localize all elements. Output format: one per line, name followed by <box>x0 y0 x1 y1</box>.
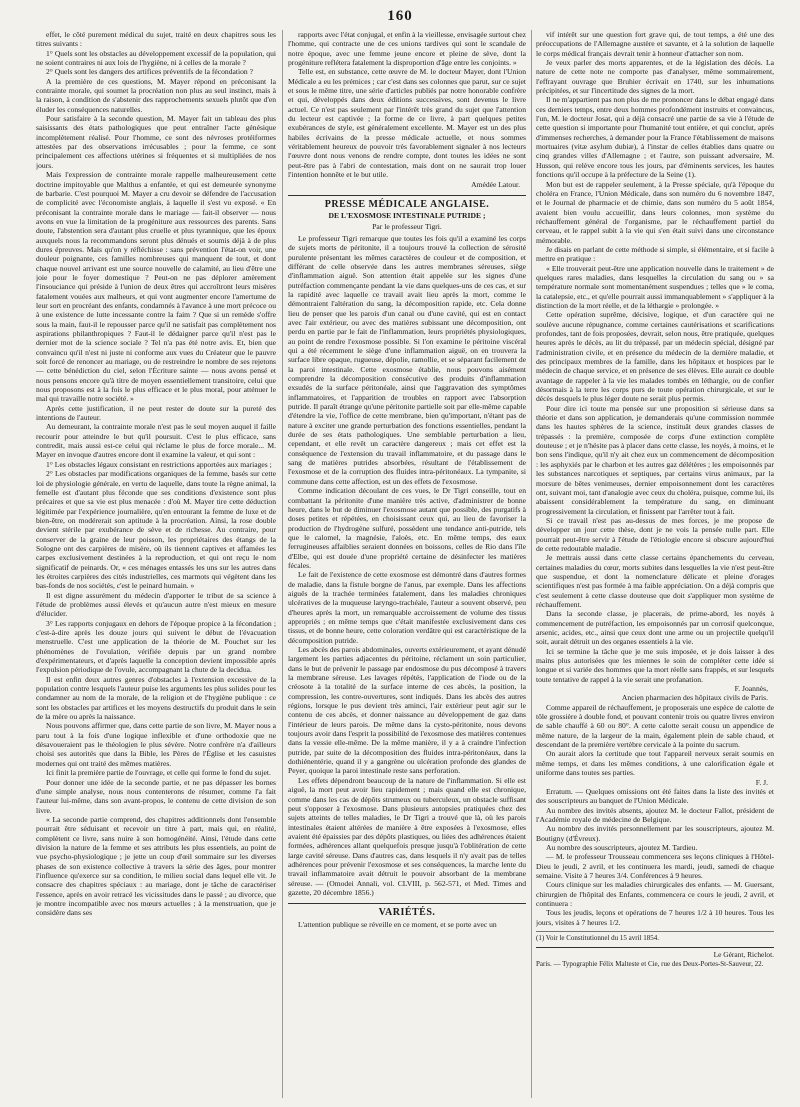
paragraph: Nous pouvons affirmer que, dans cette partie de son livre, M. Mayer nous a paru tout à la fois d'une logique inflexible et d'une orthodoxie que ne désavoueraient pas le théologien le plus sévère. Notre confrère n'a d'ailleurs choisi ses autorités que dans la Bible, les Pères de l'Église et les casuistes modernes qui ont traité des mêmes matières. <box>36 721 276 768</box>
paragraph: Au demeurant, la contrainte morale n'est pas le seul moyen auquel il faille recourir pour atteindre le but qu'il poursuit. C'est le plus efficace, sans contredit, mais aussi est-ce celui qui réclame le plus de force morale... M. Mayer en invoque d'autres encore dont il examine la valeur, et qui sont : <box>36 422 276 460</box>
printer-line: Paris. — Typographie Félix Malteste et Cie, rue des Deux-Portes-St-Sauveur, 22. <box>536 959 764 968</box>
paragraph: Il est enfin deux autres genres d'obstacles à l'extension excessive de la population contre lesquels l'auteur puise les arguments les plus solides pour les condamner au nom de la morale, de la religion et de l'hygiène publique : ce sont les obstacles par artifices et les moyens destructifs du produit dans le sein de la mère ou après la naissance. <box>36 674 276 722</box>
paragraph: Il ne m'appartient pas non plus de me prononcer dans le débat engagé dans ces derniers temps, entre deux hommes profondément instruits et convaincus, l'un, M. le docteur Josat, qui a déjà consacré une partie de sa vie à l'étude de cette question si importante pour l'humanité tout entière, et qui conclut, après d'immenses recherches, à demander pour la France l'établissement de maisons mortuaires (vitæ asylum dubiæ), à l'instar de celles établies dans quatre ou cinq grandes villes d'Allemagne ; et l'autre, son puissant adversaire, M. Husson, qui relève encore tous les jours, par d'éminents services, les hautes fonctions qu'il occupe à la préfecture de la Seine (1). <box>536 95 774 180</box>
author-signature: Amédée Latour. <box>471 179 520 189</box>
paragraph: Pour dire ici toute ma pensée sur une proposition si sérieuse dans sa théorie et dans son application, je demanderais qu'une commission nommée dans les hautes sphères de la science, instituât deux grandes classes de trépassés : la première, composée de corps d'une extinction complète douteuse ; et je n'hésite pas à placer dans cette classe, les noyés, à moins, et le bon sens l'indique, qu'il n'y ait chez eux un commencement de décomposition : les asphyxiés par le charbon et les autres gaz délétères ; les empoisonnés par les substances narcotiques et septiques, par certains virus animaux, par la morsure de bêtes venimeuses, dernier empoisonnement dont les caractères ont, suivant moi, tant d'analogie avec ceux du choléra, puisque, comme lui, ils abaissent considérablement la température du sang, en diminuant progressivement la circulation, et finissent par l'arrêter tout à fait. <box>536 403 774 516</box>
page-number: 160 <box>387 8 413 24</box>
paragraph: Je mettrais aussi dans cette classe certains épanchements du cerveau, certaines maladies du cœur, morts subites dans lesquelles la vie n'est peut-être que suspendue, et dont la nomenclature délicate et pleine d'orages scientifiques n'est pas formée à ma faible appréciation. On a déjà compris que c'est seulement à cette classe douteuse que doit s'appliquer mon système de réchauffement. <box>536 553 774 609</box>
paragraph: vif intérêt sur une question fort grave qui, de tout temps, a été une des préoccupations de l'Allemagne austère et savante, et à la solution de laquelle le corps médical français devrait tenir à honneur d'attacher son nom. <box>536 30 774 58</box>
paragraph: — M. le professeur Trousseau commencera ses leçons cliniques à l'Hôtel-Dieu le jeudi, 2 avril, et les continuera les mardi, jeudi, samedi de chaque semaine. Visite à 7 heures 3/4. Conférences à 9 heures. <box>536 852 774 880</box>
paragraph: Le professeur Tigri remarque que toutes les fois qu'il a examiné les corps de sujets morts de péritonite, il a toujours trouvé la collection de sérosité purulente présentant les mêmes caractères de couleur et de composition, et différant de celle observée dans les autres membranes séreuses, siège d'inflammation aiguë. Son attention était appelée sur les signes d'une putréfaction commençante pendant la vie dans quelques-uns de ces cas, et sur la rapidité avec laquelle ce travail avait lieu après la mort, comme le démontraient l'altération du sang, la décomposition rapide, etc. Cela donne lieu de penser que les parois d'un canal ou d'une cavité, qui est en contact avec l'air extérieur, ou avec des matières subissant une décomposition, ont perdu en partie par le fait de l'inflammation, leurs propriétés physiologiques, au point de rendre l'exosmose possible. Si l'on examine le péritoine viscéral qui a été récemment le siège d'une inflammation aiguë, on en trouvera la surface libre opaque, rugueuse, dépolie, ramollie, et se séparant facilement de la paroi intestinale. Cette exosmose établie, nous pouvons aisément comprendre la décomposition consécutive des produits d'inflammation exsudés de la surface péritonéale, ainsi que l'aggravation des symptômes inflammatoires, et l'apparition de troubles en rapport avec l'absorption putride. Il paraît étrange qu'une péritonite partielle soit par elle-même capable d'étendre la vie, l'office de cette membrane, bien qu'important, n'étant pas de nature à exciter une grande perturbation des fonctions essentielles, pendant la durée de ses états pathologiques. Une semblable perturbation a lieu, cependant, et elle revêt un caractère dangereux ; mais cet effet est la conséquence de l'extension du travail inflammatoire, et du passage dans le sang de matières putrides absorbées, résultant de l'établissement de l'exosmose et de la corruption des fluides intra-péritonéaux. La tympanite, si commune dans cette affection, est un des effets de l'exosmose. <box>288 233 526 486</box>
paragraph: Cette opération suprême, décisive, logique, et d'un caractère qui ne soulève aucune répugnance, comme certaines cautérisations et scarifications profondes, tant de fois proposées, devrait, selon nous, être pratiquée, quelques heures après le décès, au lit du trépassé, par un médecin spécial, désigné par l'administration civile, et en présence du médecin de la dernière maladie, et des principaux membres de la famille, dans les hôpitaux et hospices par le médecin de chaque service, et en présence de ses élèves. Elle aurait ce double avantage de rappeler à la vie les malades tombés en léthargie, ou de confier désormais à la terre les corps purs de toute opération chirurgicale, et sur le décès desquels le plus léger doute ne serait plus permis. <box>536 310 774 404</box>
paragraph: Au nombre des souscripteurs, ajoutez M. Tardieu. <box>546 842 698 852</box>
paragraph: Dans la seconde classe, je placerais, de prime-abord, les noyés à commencement de putréfaction, les empoisonnés par un corrosif quelconque, arsenic, acides, etc., ainsi que ceux dont une arme ou un projectile quelqu'il soit, aurait détruit un des organes essentiels à la vie. <box>536 609 774 647</box>
column-middle <box>288 30 526 1100</box>
paragraph: On aurait alors la certitude que tout l'appareil nerveux serait soumis en même temps, et dans les mêmes conditions, à une calorification égale et uniforme dans toutes ses parties. <box>536 749 774 778</box>
paragraph: Comme indication découlant de ces vues, le Dr Tigri conseille, tout en combattant la péritonite d'une manière très active, d'administrer de bonne heure, dans le but de diminuer l'exosmose autant que possible, des purgatifs à doses petites et répétées, en choisissant ceux qui, au lieu de favoriser la production de l'hydrogène sulfuré, possèdent une tendance anti-putride, tels que le calomel, la magnésie, l'aloès, etc. En même temps, des eaux ferrugineuses affaiblies seraient données en boissons, celles de Rio dans l'île d'Elbe, qui est douée d'une propriété certaine de désinfecter les matières fécales. <box>288 486 526 570</box>
paragraph: 1° Quels sont les obstacles au développement excessif de la population, qui ne soient contraires ni aux lois de l'hygiène, ni à celles de la morale ? <box>36 48 276 68</box>
paragraph: Mon but est de rappeler seulement, à la Presse spéciale, qu'à l'époque du choléra en France, l'Union Médicale, dans son numéro du 6 novembre 1847, et le Journal de pharmacie et de chimie, dans son numéro du 5 août 1854, avaient bien voulu accueillir, dans leurs colonnes, mon système du réchauffement général de l'organisme, par le réchauffement partiel du cerveau, et le rappel subit à la vie qui s'en était suivi dans une circonstance mémorable. <box>536 179 774 245</box>
paragraph: Il est digne assurément du médecin d'apporter le tribut de sa science à l'étude de problèmes aussi élevés et qu'aucun autre n'est mieux en mesure d'élucider. <box>36 590 276 619</box>
footnote: (1) Voir le Constitutionnel du 15 avril 1854. <box>536 931 774 943</box>
paragraph: Le fait de l'existence de cette exosmose est démontré dans d'autres formes de maladie, dans la fistule borgne de l'anus, par exemple. Dans les affections aiguës de la trachée terminées fatalement, dans les maladies chroniques ulcératives de la muqueuse laryngo-trachéale, l'auteur a souvent observé, peu d'heures après la mort, un remarquable accroissement de volume des tissus appropriés ; en même temps que c'était manifestée exclusivement dans ces tissus, et de bonne heure, cette coloration verdâtre qui est caractéristique de la décomposition putride. <box>288 570 526 645</box>
paragraph: Les abcès des parois abdominales, ouverts extérieurement, et ayant dénudé largement les parties adjacentes du péritoine, réclament un soin particulier, dans le but de prévenir le passage par endosmose du pus décomposé à travers la membrane séreuse. Les lavages répétés, l'application de l'iode ou de la créosote à la totalité de la surface interne de ces abcès, la position, la compression, les contre-ouvertures, sont indiqués. Dans les abcès des autres régions, lorsque le pus devient très aminci, l'air extérieur peut agir sur le contenu de ces abcès, et donner naissance au développement de gaz dans l'intérieur de leurs parois. De même dans la cysto-péritonite, nous devons toujours avoir dans l'esprit la possibilité de l'exosmose des matières contenues dans la vessie elle-même. De la même manière, il y a à craindre l'infection putride, par suite de la décomposition des fluides intra-péritonéaux, dans la dothiénentérie, quand il y a gangrène ou ulcération profonde des glandes de Peyer, quoique la paroi intestinale reste sans perforation. <box>288 645 526 776</box>
paragraph: A la première de ces questions, M. Mayer répond en préconisant la contrainte morale, qui soumet la procréation non plus au seul instinct, mais à la raison, à condition de s'abstenir des rapprochements sexuels plutôt que d'en éluder les conséquences naturelles. <box>36 76 276 114</box>
paragraph: Pour donner une idée de la seconde partie, et ne pas dépasser les bornes d'une simple analyse, nous nous contenterons de résumer, comme l'a fait l'auteur lui-même, dans son avant-propos, le contenu de cette division de son livre. <box>36 777 276 815</box>
column-right <box>536 30 774 1100</box>
paragraph: Erratum. — Quelques omissions ont été faites dans la liste des invités et des souscripteurs au banquet de l'Union Médicale. <box>536 786 774 806</box>
paragraph: Tous les jeudis, leçons et opérations de 7 heures 1/2 à 10 heures. Tous les jours, visites à 7 heures 1/2. <box>536 908 774 927</box>
paragraph: 1° Les obstacles légaux consistant en restrictions apportées aux mariages ; <box>46 459 272 469</box>
varietes-title: VARIÉTÉS. <box>288 903 526 917</box>
paragraph: effet, le côté purement médical du sujet, traité en deux chapitres sous les titres suivants : <box>36 30 276 49</box>
paragraph: rapports avec l'état conjugal, et enfin à la vieillesse, envisagée surtout chez l'homme, qui contracte une de ces unions tardives qui sont le scandale de notre époque, avec une femme jeune encore et pleine de sève, dont la progéniture reflétera fatalement la disproportion d'âge entre les conjoints. » <box>288 30 526 68</box>
column-rule <box>282 30 283 1098</box>
paragraph: Les effets dépendront beaucoup de la nature de l'inflammation. Si elle est aiguë, la mort peut avoir lieu rapidement ; mais quand elle est chronique, comme dans les cas de dépôts strumeux ou tuberculeux, un obstacle suffisant peut s'opposer à l'exosmose. Dans plusieurs autopsies pratiquées chez des sujets atteints de telles maladies, le Dr Tigri a trouvé que là, où les parois intestinales étaient altérées de manière à être exposées à l'exosmose, elles avaient été épaissies par des dépôts plastiques, ou liées des adhérences étaient formées, adhérences allant quelquefois presque jusqu'à l'oblitération de cette large cavité séreuse. Dans d'autres cas, dans lesquels il n'y avait pas de telles adhérences pour prévenir l'exosmose et ses conséquences, la marche lente du travail inflammatoire avait détruit le pouvoir absorbant de la membrane séreuse. — (Omodei Annali, vol. CLVIII, p. 562-571, et Med. Times and gazette, 20 décembre 1856.) <box>288 775 526 897</box>
paragraph: Au nombre des invités personnellement par les souscripteurs, ajoutez M. Boutigny (d'Évreux). <box>536 824 774 843</box>
paragraph: Je veux parler des morts apparentes, et de la législation des décès. La nature de cette note ne comporte pas d'analyser, même sommairement, l'effrayant ouvrage que Bruhier écrivait en 1740, sur les inhumations précipitées, et sur l'incertitude des signes de la mort. <box>536 58 774 96</box>
footer <box>536 947 774 969</box>
article-author: Par le professeur Tigri. <box>372 221 442 231</box>
column-rule <box>531 30 532 1098</box>
paragraph: Je disais en parlant de cette méthode si simple, si élémentaire, et si facile à mettre en pratique : <box>536 244 774 264</box>
article-title: DE L'EXOSMOSE INTESTINALE PUTRIDE ; <box>328 211 486 221</box>
paragraph: Ici se termine la tâche que je me suis imposée, et je dois laisser à des mains plus autorisées que les miennes le soin de compléter cette idée si longue et si variée des hommes que la mort réelle sans frappés, et sur lesquels toute tentative de rappel à la vie serait une profanation. <box>536 646 774 684</box>
gerant-line: Le Gérant, Richelot. <box>713 950 774 960</box>
author-signature: F. Joannès, <box>734 684 768 694</box>
paragraph: Au nombre des invités absents, ajoutez M. le docteur Fallot, président de l'Académie royale de médecine de Belgique. <box>536 805 774 824</box>
paragraph: Mais l'expression de contrainte morale rappelle malheureusement cette doctrine impitoyable que Malthus a enfantée, et qui est demeurée synonyme de barbarie. C'est pourquoi M. Mayer a cru devoir se défendre de l'accusation de complicité avec l'économiste anglais, à laquelle il s'est vu exposé. « En préconisant la contrainte morale dans le mariage — fait-il observer — nous avons en vue la limitation de la progéniture aux ressources des parents. Sans doute, l'abstention sera d'autant plus cruelle et plus tyrannique, que les époux auxquels nous la recommandons seront plus dénués et soumis déjà à de plus dures épreuves. Mais qu'on y réfléchisse : sans prévention l'état-on voir, une douleur poignante, ces familles nombreuses qui manquent de tout, et dont chaque nouvel arrivant est une source nouvelle de calamité, au lieu d'être une joie pour le foyer domestique ? Peut-on ne pas déplorer amèrement l'insouciance qui préside à l'union de deux êtres qui accroîtront leurs misères fatalement vouées aux malheurs, et qui vont augmenter encore l'amertume de leur sort en procréant des enfants, condamnés à l'avance à une mort précoce ou à une existence de lutte incessante contre la faim ? Que si un remède s'offre sous la main, faut-il le repousser parce qu'il ne satisfait pas complètement nos aspirations philanthropiques ? Faut-il le dédaigner parce qu'il n'est pas le dernier mot de la science sociale ? Tel n'a pas été notre avis. Et, bien que convaincu qu'il n'est ni juste ni conforme aux vues du Créateur que le pauvre soit forcé de renoncer au mariage, ou de restreindre le nombre de ses rejetons — cette bénédiction du ciel, selon l'Écriture sainte — nous avons pensé et nous pensons encore qu'à titre de moyen essentiellement transitoire, celui que nous proposons est à la fois le plus efficace et le plus moral, pour atténuer le mal qui travaille notre société. » <box>36 170 276 404</box>
paragraph: Si ce travail n'est pas au-dessus de mes forces, je me propose de développer un jour cette thèse, dont je ne vois la pensée nulle part. Elle pourrait peut-être servir à l'étude de l'étiologie encore si obscure aujourd'hui de cette redoutable maladie. <box>536 515 774 553</box>
paragraph: « La seconde partie comprend, des chapitres additionnels dont l'ensemble pourrait être séduisant et recevoir un titre à part, mais qui, en réalité, complètent ce livre, sans nuire à son homogénéité. Ainsi, l'étude dans cette division la nature de la femme et ses attributs les plus essentiels, au point de vue psycho-physiologique ; je jette un coup d'œil sommaire sur les diverses phases de son existence collective à travers la série des âges, pour montrer l'influence qu'exerce sur sa condition, le milieu social dans lequel elle vit. Je consacre des chapitres spéciaux : au mariage, dont je tâche de caractériser l'essence, après en avoir retracé les vicissitudes dans le passé ; au divorce, que je montre incompatible avec nos mœurs actuelles ; à la menstruation, que je considère dans ses <box>36 814 276 918</box>
author-initials: F. J. <box>755 777 768 787</box>
paragraph: Pour satisfaire à la seconde question, M. Mayer fait un tableau des plus saisissants des états pathologiques que peut entraîner l'acte génésique incomplètement réalisé. Pour l'homme, ce sont des névroses protéiformes attestées par des observations irrécusables ; pour la femme, ce sont principalement ces affections utérines si fréquentes et si multipliées de nos jours. <box>36 114 276 170</box>
section-title: PRESSE MÉDICALE ANGLAISE. <box>288 195 526 209</box>
paragraph: 2° Quels sont les dangers des artifices préventifs de la fécondation ? <box>46 67 253 77</box>
author-title: Ancien pharmacien des hôpitaux civils de Paris. <box>621 693 768 703</box>
column-left <box>36 30 276 1100</box>
paragraph: 2° Les obstacles par modifications organiques de la femme, basés sur cette loi de physiologie générale, en vertu de laquelle, dans toute la règne animal, la femelle est d'autant plus féconde que ses conditions d'existence sont plus précaires et que sa vie est plus menacée : d'où M. Mayer tire cette déduction légitimée par l'expérience journalière, qu'en entourant la femme de luxe et de bien-être, on modérerait son aptitude à la procréation. Ainsi, la rose double devient stérile par exubérance de sève et de richesse. Au contraire, pour conserver de la graine de leur poisson, les propriétaires des étangs de la Sologne ont des carpières de misère, où ils tiennent captives et affamées les carpes exclusivement destinées à la reproduction, et qui ont reçu le nom significatif de peinards. Or, « ces ménages entassés les uns sur les autres dans les étroites carpières des cités industrielles, ces marmots qui végètent dans les bas-fonds de nos sociétés, c'est le peinard humain. » <box>36 469 276 591</box>
paragraph: Telle est, en substance, cette œuvre de M. le docteur Mayer, dont l'Union Médicale a eu les prémices ; car c'est dans ses colonnes que parut, sur ce sujet et sous le même titre, une série d'articles publiés par notre honorable confrère et qui, développés dans deux éditions successives, sont devenus le livre actuel. Ce n'est pas seulement par l'intérêt très grand du sujet que l'attention du lecteur est captivée ; la forme de ce livre, à part quelques petites exubérances de style, est généralement excellente. M. Mayer est un des plus habiles écrivains de la presse médicale actuelle, et nous sommes véritablement heureux de pouvoir très favorablement signaler à nos lecteurs l'œuvre dont nous venons de rendre compte, dont toutes les idées ne sont peut-être pas à l'abri de contestation, mais dont on ne saurait trop louer l'intention honnête et le but utile. <box>288 67 526 180</box>
paragraph: Cours clinique sur les maladies chirurgicales des enfants. — M. Guersant, chirurgien de l'hôpital des Enfants, commencera ce cours le jeudi, 2 avril, et continuera : <box>536 880 774 908</box>
paragraph: Ici finit la première partie de l'ouvrage, et celle qui forme le fond du sujet. <box>46 768 271 778</box>
paragraph: L'attention publique se réveille en ce moment, et se porte avec un <box>298 919 497 929</box>
paragraph: Après cette justification, il ne peut rester de doute sur la pureté des intentions de l'auteur. <box>36 403 276 423</box>
paragraph: Comme appareil de réchauffement, je proposerais une espèce de calotte de tôle grossière à double fond, et pouvant contenir trois ou quatre livres environ de sable chauffé à 60 ou 80°. A cette calotte serait cousu un appendice de même nature, de la largeur de la main, également plein de sable chaud, et descendant de la première vertèbre cervicale à la pointe du sacrum. <box>536 702 774 750</box>
paragraph: 3° Les rapports conjugaux en dehors de l'époque propice à la fécondation ; c'est-à-dire après les douze jours qui suivent le début de l'évacuation menstruelle. C'est une application de la théorie de M. Pouchet sur les phénomènes de l'ovulation, vérifiée depuis par un grand nombre d'expérimentateurs, et d'après laquelle la conception devient impossible après l'expulsion périodique de l'ovule, accompagnant la chute de la decidua. <box>36 618 276 675</box>
paragraph: « Elle trouverait peut-être une application nouvelle dans le traitement » de quelques rares maladies, dans lesquelles la circulation du sang ou » sa température normale sont momentanément suspendues ; telles que » le coma, la catalepsie, etc., et qu'elle pourrait aussi immanquablement » s'appliquer à la distinction de la mort réelle, et de la léthargie » prolongée. » <box>536 263 774 310</box>
